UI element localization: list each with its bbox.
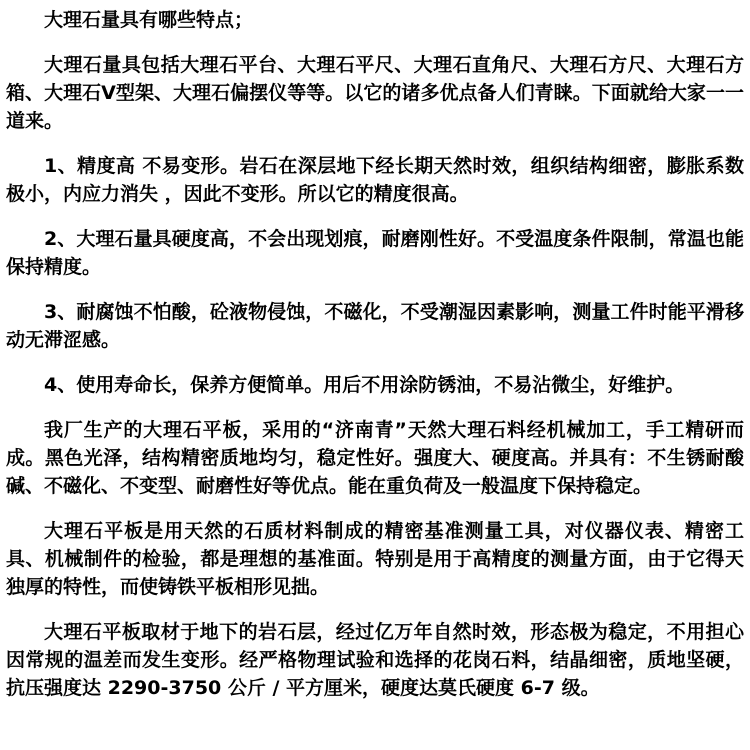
paragraph-intro: 大理石量具包括大理石平台、大理石平尺、大理石直角尺、大理石方尺、大理石方箱、大理石V型架、大理石偏摆仪等等。以它的诸多优点备人们青睐。下面就给大家一一道来。 <box>6 54 744 132</box>
paragraph-material-properties: 大理石平板取材于地下的岩石层，经过亿万年自然时效，形态极为稳定，不用担心因常规的温差而发生变形。经严格物理试验和选择的花岗石料，结晶细密，质地坚硬，抗压强度达 2290-3750 公斤 / 平方厘米，硬度达莫氏硬度 6-7 级。 <box>6 621 744 699</box>
document-title: 大理石量具有哪些特点； <box>44 9 254 31</box>
paragraph-point-2: 2、大理石量具硬度高，不会出现划痕，耐磨刚性好。不受温度条件限制，常温也能保持精度。 <box>6 228 744 278</box>
paragraph-point-3: 3、耐腐蚀不怕酸，砼液物侵蚀，不磁化，不受潮湿因素影响，测量工件时能平滑移动无滞涩感。 <box>6 301 744 351</box>
paragraph-point-1: 1、精度高 不易变形。岩石在深层地下经长期天然时效，组织结构细密，膨胀系数极小，内应力消失 ，因此不变形。所以它的精度很高。 <box>6 155 744 205</box>
paragraph-reference-tool: 大理石平板是用天然的石质材料制成的精密基准测量工具，对仪器仪表、精密工具、机械制件的检验，都是理想的基准面。特别是用于高精度的测量方面，由于它得天独厚的特性，而使铸铁平板相形见拙。 <box>6 520 744 598</box>
paragraph-factory-product: 我厂生产的大理石平板，采用的“济南青”天然大理石料经机械加工，手工精研而成。黑色光泽，结构精密质地均匀，稳定性好。强度大、硬度高。并具有：不生锈耐酸碱、不磁化、不变型、耐磨性好等优点。能在重负荷及一般温度下保持稳定。 <box>6 419 744 497</box>
paragraph-point-4: 4、使用寿命长，保养方便简单。用后不用涂防锈油，不易沾微尘，好维护。 <box>44 374 685 396</box>
